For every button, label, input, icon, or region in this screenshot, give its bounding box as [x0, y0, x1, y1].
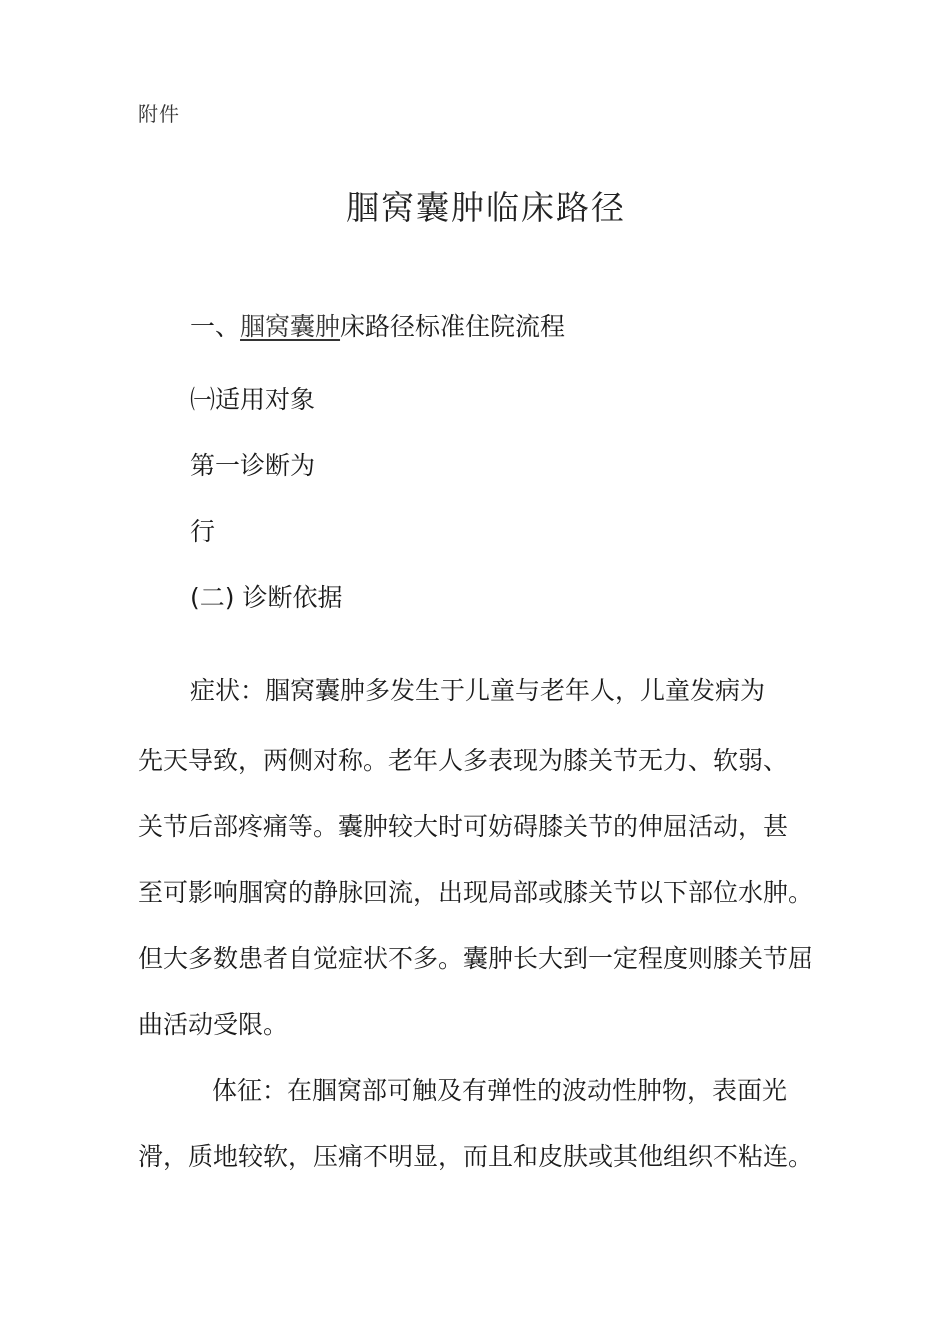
subsection-heading-scope: ㈠适用对象: [190, 385, 316, 414]
section-heading-rest: 床路径标准住院流程: [340, 312, 566, 341]
symptoms-line: 曲活动受限。: [138, 1010, 289, 1039]
procedure-line: 行: [190, 517, 216, 546]
document-title: 腘窝囊肿临床路径: [346, 188, 626, 227]
symptoms-line: 至可影响腘窝的静脉回流，出现局部或膝关节以下部位水肿。: [138, 878, 814, 907]
attachment-label: 附件: [138, 102, 180, 126]
subsection-heading-diagnosis: (二) 诊断依据: [190, 583, 343, 612]
signs-line: 体征：在腘窝部可触及有弹性的波动性肿物，表面光: [212, 1076, 788, 1105]
symptoms-line: 关节后部疼痛等。囊肿较大时可妨碍膝关节的伸屈活动，甚: [138, 812, 789, 841]
section-heading-prefix: 一、: [190, 312, 241, 341]
first-diagnosis-line: 第一诊断为: [190, 451, 316, 480]
section-heading-1: [190, 307, 565, 343]
symptoms-line: 先天导致，两侧对称。老年人多表现为膝关节无力、软弱、: [138, 746, 789, 775]
symptoms-line: 症状：腘窝囊肿多发生于儿童与老年人，儿童发病为: [190, 676, 766, 705]
symptoms-line: 但大多数患者自觉症状不多。囊肿长大到一定程度则膝关节屈: [138, 944, 814, 973]
signs-line: 滑，质地较软，压痛不明显，而且和皮肤或其他组织不粘连。: [138, 1142, 814, 1171]
section-heading-underlined: 腘窝囊肿: [240, 312, 341, 341]
